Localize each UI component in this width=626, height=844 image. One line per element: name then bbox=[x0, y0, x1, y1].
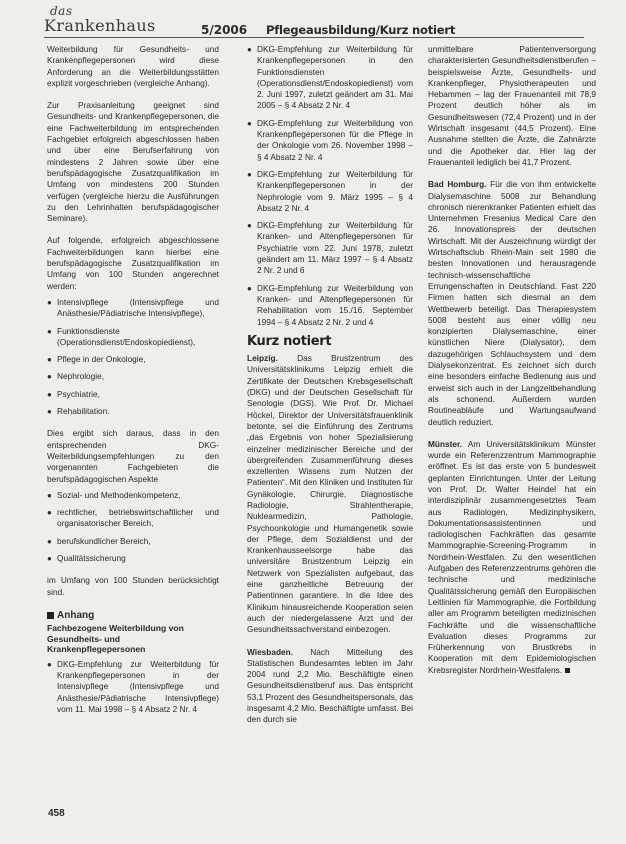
bullet-icon: ● bbox=[47, 553, 52, 563]
logo-main: Krankenhaus bbox=[44, 16, 156, 35]
bullet-icon: ● bbox=[47, 407, 52, 417]
bullet-icon: ● bbox=[247, 283, 252, 293]
bullet-icon: ● bbox=[47, 490, 52, 500]
section-title: Pflegeausbildung/Kurz notiert bbox=[266, 23, 456, 37]
issue-number: 5/2006 bbox=[201, 23, 248, 37]
paragraph: im Umfang von 100 Stunden berücksichtigt sind. bbox=[47, 575, 219, 597]
bullet-icon: ● bbox=[247, 45, 252, 54]
list-item: ● Psychiatrie, bbox=[47, 388, 100, 399]
paragraph: Weiterbildung für Gesundheits- und Krankenpflegepersonen wird diese Anforderung an die Weiterbildungsstätten explizit vorgeschrieben (vergleiche Anhang). bbox=[47, 44, 219, 88]
list-item: ● DKG-Empfehlung zur Weiterbildung von Kranken- und Altenpflegepersonen für Rehabilitation vom 15./16. September 1994 – § 4 Absatz 2 Nr. 2 und 4 bbox=[247, 282, 413, 327]
bullet-icon: ● bbox=[247, 169, 252, 179]
list-item: ● DKG-Empfehlung zur Weiterbildung von Krankenpflegepersonen für die Pflege in der Onkologie vom 26. November 1998 – § 4 Absatz 2 Nr. 4 bbox=[247, 117, 413, 162]
list-item: ● Rehabilitation. bbox=[47, 406, 110, 417]
news-heading: Kurz notiert bbox=[247, 333, 332, 349]
news-item-leipzig: Leipzig. Das Brustzentrum des Universitätsklinikums Leipzig erhielt die Zertifikate der Deutschen Krebsgesellschaft (DKG) und der Deutschen Gesellschaft für Senologie (DGS). Wie Prof. Dr. Michael Höckel, Direktor der Universitätsfrauenklinik betonte, sei die Einführung des Zentrums „das Ergebnis von hoher Spezialisierung einzelner medizinischer Bereiche und der übergreifenden Zusammenführung dieses exzellenten Wissens zum Nutzen der Patienten“. Mit den Kliniken und Instituten für Gynäkologie, Chirurgie, Diagnostische Radiologie, Strahlentherapie, Nuklearmedizin, Pathologie, Psychoonkologie und Humangenetik sowie der Pflege, dem Sozialdienst und der Krankenhausseelsorge habe das universitäre Brustzentrum Leipzig ein Netzwerk von Spezialisten aufgebaut, das eine ganzheitliche Betreuung der Patientinnen garantiere. In die Idee des Klinikum hinausreichende Kooperation seien auch der niedergelassene Arzt und der Gesundheitssachverstand einbezogen. bbox=[247, 353, 413, 635]
bullet-icon: ● bbox=[47, 355, 52, 365]
end-of-article-icon bbox=[565, 668, 570, 673]
appendix-heading: Anhang bbox=[47, 610, 219, 621]
list-item: ● DKG-Empfehlung zur Weiterbildung für Krankenpflegepersonen in der Nephrologie vom 9. März 1995 – § 4 Absatz 2 Nr. 4 bbox=[247, 168, 413, 213]
appendix-subheading: Fachbezogene Weiterbildung von Gesundheits- und Krankenpflegepersonen bbox=[47, 623, 184, 655]
list-item: ● Funktionsdienste (Operationsdienst/Endoskopiedienst), bbox=[47, 325, 196, 347]
paragraph: Dies ergibt sich daraus, dass in den entsprechenden DKG-Weiterbildungsempfehlungen zu den vorgenannten Fachgebieten die berufspädagogischen Aspekte bbox=[47, 428, 219, 484]
list-item: ● Pflege in der Onkologie, bbox=[47, 354, 146, 365]
paragraph: unmittelbare Patientenversorgung charakterisierten Gesundheitsdienstberufen – beispielsweise Ärzte, Gesundheits- und Krankenpfleger, Physiotherapeuten und Hebammen – lag der Frauenanteil mit 78,9 Prozent deutlich höher als im Gesundheitswesen (72,4 Prozent) und in der Wirtschaft insgesamt (44,5 Prozent). Eine Ausnahme stellten die Ärzte, die Zahnärzte und die Apotheker dar. Hier lag der Frauenanteil lediglich bei 41,7 Prozent. bbox=[428, 44, 596, 167]
list-item: ● DKG-Empfehlung zur Weiterbildung für Kranken- und Altenpflegepersonen für Psychiatrie vom 22. Juni 1978, zuletzt geändert am 11. März 1997 – § 4 Absatz 2 Nr. 2 und 6 bbox=[247, 220, 413, 276]
paragraph: Zur Praxisanleitung geeignet sind Gesundheits- und Krankenpflegepersonen, die eine Fachweiterbildung im entsprechenden Fachgebiet erfolgreich abgeschlossen haben und über eine Berufserfahrung von mindestens 2 Jahren sowie über eine berufspädagogische Zusatzqualifikation im Umfang von mindestens 200 Stunden verfügen (vergleiche hierzu die Ausführungen zu den Lehrinhalten berufspädagogischer Seminare). bbox=[47, 100, 219, 224]
list-item: ● Qualitätssicherung bbox=[47, 552, 126, 563]
bullet-icon: ● bbox=[47, 326, 52, 336]
bullet-icon: ● bbox=[47, 508, 52, 518]
news-item-bad-homburg: Bad Homburg. Für die von ihm entwickelte Dialysemaschine 5008 zur Behandlung chronisch nierenkranker Patienten erhielt das Unternehmen Fresenius Medical Care den 26. Innovationspreis der deutschen Wirtschaft. Mit der Auszeichnung würdigt der Wirtschaftsclub Rhein-Main seit 1980 die besten Innovationen und herausragende technisch-wissenschaftliche Errungenschaften in Deutschland. Fast 220 Firmen hatten sich diesmal an dem Wettbewerb beteiligt. Das Therapiesystem 5008 besteht aus einer völlig neu konzipierten Dialysemaschine, einer künstlichen Niere (Dialysator), dem dazugehörigen Schlauchsystem und dem Dialysekonzentrat. Es zeichnet sich durch eine besonders einfache Bedienung aus und erweist sich auch in der Langzeitbehandlung als schonend. Außerdem wurden Routineabläufe und Wartungsaufwand deutlich reduziert. bbox=[428, 179, 597, 427]
list-item: ● berufskundlicher Bereich, bbox=[47, 535, 151, 546]
bullet-icon: ● bbox=[47, 389, 52, 399]
list-item: ● DKG-Empfehlung zur Weiterbildung für Krankenpflegepersonen in den Funktionsdiensten (Operationsdienst/Endoskopiedienst) vom 2. Juni 1997, zuletzt geändert am 31. Mai 2005 – § 4 Absatz 2 Nr. 4 bbox=[247, 44, 413, 111]
header-rule bbox=[44, 37, 584, 38]
page-number: 458 bbox=[48, 808, 65, 819]
news-item-wiesbaden: Wiesbaden. Nach Mitteilung des Statistischen Bundesamtes lebten im Jahr 2004 rund 2,2 Mio. Beschäftigte einen Gesundheitsdienstberuf aus. Das entspricht 53,1 Prozent des Gesundheitspersonals, das insgesamt 4,2 Mio. Beschäftigte umfasst. Bei den durch sie bbox=[247, 646, 413, 725]
bullet-icon: ● bbox=[247, 221, 252, 231]
list-item: ● Nephrologie, bbox=[47, 371, 105, 382]
list-item: ● Sozial- und Methodenkompetenz, bbox=[47, 489, 181, 500]
page-header bbox=[44, 4, 584, 38]
square-bullet-icon bbox=[47, 612, 54, 619]
logo-top: das bbox=[50, 4, 73, 18]
column-3 bbox=[428, 44, 596, 687]
bullet-icon: ● bbox=[247, 118, 252, 128]
news-item-muenster: Münster. Am Universitätsklinikum Münster wurde ein Referenzzentrum Mammographie eröffnet. Es ist das erste von 5 bundesweit geplanten Einrichtungen. Unter der Leitung von Prof. Dr. Walter Heindel hat ein interdisziplinär zusammengesetztes Team aus Radiologen, Medizinphysikern, Dokumentationsassistentinnen und radiologischen Fachkräften das gesamte Mammographie-Screening-Programm in Nordrhein-Westfalen. Zu den wesentlichen Aufgaben des Referenzzentrums gehören die technische und medizinische Qualitätssicherung gemäß den Europäischen Leitlinien für Mammographie, die Fortbildung aller am Programm beteiligten medizinischen Fachkräfte und die wissenschaftliche Evaluation dieses Programms zur Früherkennung von Brustkrebs in Kooperation mit dem Epidemiologischen Krebsregister Nordrhein-Westfalens. bbox=[428, 438, 596, 675]
column-1 bbox=[47, 44, 219, 721]
list-item: ● rechtlicher, betriebswirtschaftlicher und organisatorischer Bereich, bbox=[47, 507, 219, 529]
bullet-icon: ● bbox=[47, 536, 52, 546]
bullet-icon: ● bbox=[47, 659, 52, 669]
list-item: ● DKG-Empfehlung zur Weiterbildung für Krankenpflegepersonen in der Intensivpflege (Intensivpflege und Anästhesie/Pädiatrische Intensivpflege) vom 11. Mai 1998 – § 4 Absatz 2 Nr. 4 bbox=[47, 658, 219, 714]
list-item: ● Intensivpflege (Intensivpflege und Anästhesie/Pädiatrische Intensivpflege), bbox=[47, 296, 219, 319]
paragraph: Auf folgende, erfolgreich abgeschlossene Fachweiterbildungen kann hierbei eine berufspädagogische Zusatzqualifikation im Umfang von 100 Stunden angerechnet werden: bbox=[47, 235, 219, 291]
column-2 bbox=[247, 44, 413, 726]
bullet-icon: ● bbox=[47, 297, 52, 307]
bullet-icon: ● bbox=[47, 372, 52, 382]
magazine-logo bbox=[44, 4, 189, 36]
